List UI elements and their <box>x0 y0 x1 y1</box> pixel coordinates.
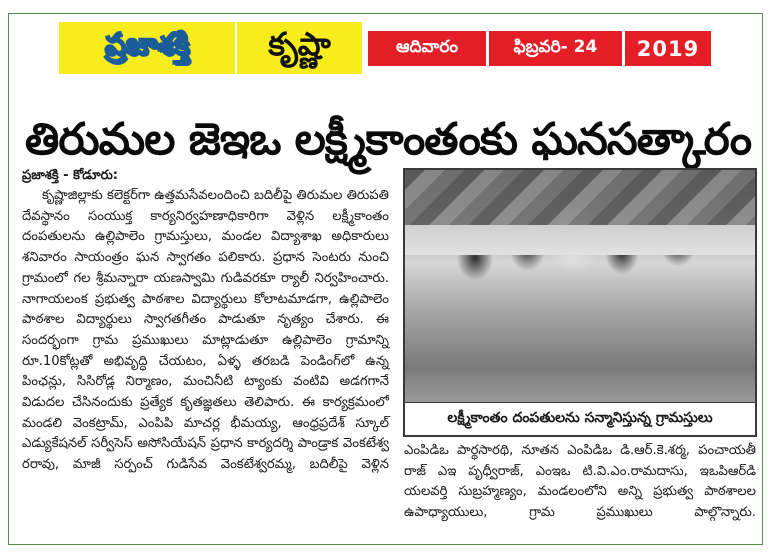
article-dateline: ప్రజాశక్తి - కోడూరు: <box>22 168 118 183</box>
edition-text: కృష్ణా <box>268 25 331 63</box>
newspaper-logo <box>59 22 235 74</box>
photo-stage-banner <box>405 225 755 255</box>
photo-caption: లక్ష్మీకాంతం దంపతులను సన్మానిస్తున్న గ్రామస్తులు <box>405 402 755 436</box>
photo-image <box>405 170 755 402</box>
article-paragraph-continued: ఎంపిడిఒ పార్థసారథి, నూతన ఎంపిడిఒ డి.ఆర్.కె.శర్మ, పంచాయతీ రాజ్ ఎఇ పృధ్వీరాజ్, ఎంఇఒ టి.వి.ఎం.రామదాసు, ఇఒపిఆర్‌డి యలవర్తి సుబ్రహ్మణ్యం, మండలంలోని అన్ని ప్రభుత్వ పాఠశాలల ఉపాధ్యాయులు, గ్రామ ప్రముఖులు పాల్గొన్నారు. <box>404 443 756 521</box>
article-paragraph: కృష్ణాజిల్లాకు కలెక్టర్‌గా ఉత్తమసేవలందించి బదిలీపై తిరుమల తిరుపతి దేవస్థానం సంయుక్త కార్యనిర్వహణాధికారిగా వెళ్లిన లక్ష్మీకాంతం దంపతులను ఉల్లిపాలెం గ్రామస్తులు, మండల విద్యాశాఖ అధికారులు శనివారం సాయంత్రం ఘన స్వాగతం పలికారు. ప్రధాన సెంటరు నుంచి గ్రామంలో గల శ్రీమన్నారా యణస్వామి గుడివరకూ ర్యాలీ నిర్వహించారు. నాగాయలంక ప్రభుత్వ పాఠశాల విద్యార్థులు కోలాటమాడగా, ఉల్లిపాలెం పాఠశాల విద్యార్థులు స్వాగతగీతం పాడుతూ నృత్యం చేశారు. ఈ సందర్భంగా గ్రామ ప్రముఖులు మాట్లాడుతూ ఉల్లిపాలెం గ్రామాన్ని రూ.10కోట్లతో అభివృద్ధి చేయటం, ఏళ్ళ తరబడి పెండింగ్‌లో ఉన్న పింఛన్లు, సిసిరోడ్ల నిర్మాణం, మంచినీటి ట్యాంకు వంటివి అడగగానే విడుదల చేసినందుకు ప్రత్యేక కృతజ్ఞతలు తెలిపారు. ఈ కార్యక్రమంలో మండలి వెంకట్రామ్, ఎంపిపి మాచర్ల భీమయ్య, ఆంధ్రప్రదేశ్ స్కూల్ ఎడ్యుకేషనల్ సర్వీసెస్ అసోసియేషన్ ప్రధాన కార్యదర్శి పాండ్రాక వెంకటేశ్వ రరావు, మాజీ సర్పంచ్ గుడిసేవ వెంకటేశ్వరమ్మ, బదిలీపై వెళ్లిన <box>22 188 389 473</box>
dateline-bar <box>368 31 714 66</box>
photo-canopy-decoration <box>405 170 755 225</box>
article-body-right <box>404 441 756 524</box>
masthead <box>59 22 362 74</box>
date-badge: ఫిబ్రవరి- 24 <box>489 31 622 66</box>
article-headline: తిరుమల జెఇఒ లక్ష్మీకాంతంకు ఘనసత్కారం <box>24 114 752 166</box>
article-photo <box>403 168 757 437</box>
weekday-badge: ఆదివారం <box>368 31 486 66</box>
year-badge: 2019 <box>625 31 711 66</box>
article-body-left <box>22 167 389 476</box>
edition-label <box>237 22 362 74</box>
logo-text: ప్రజాశక్తి <box>104 27 190 62</box>
